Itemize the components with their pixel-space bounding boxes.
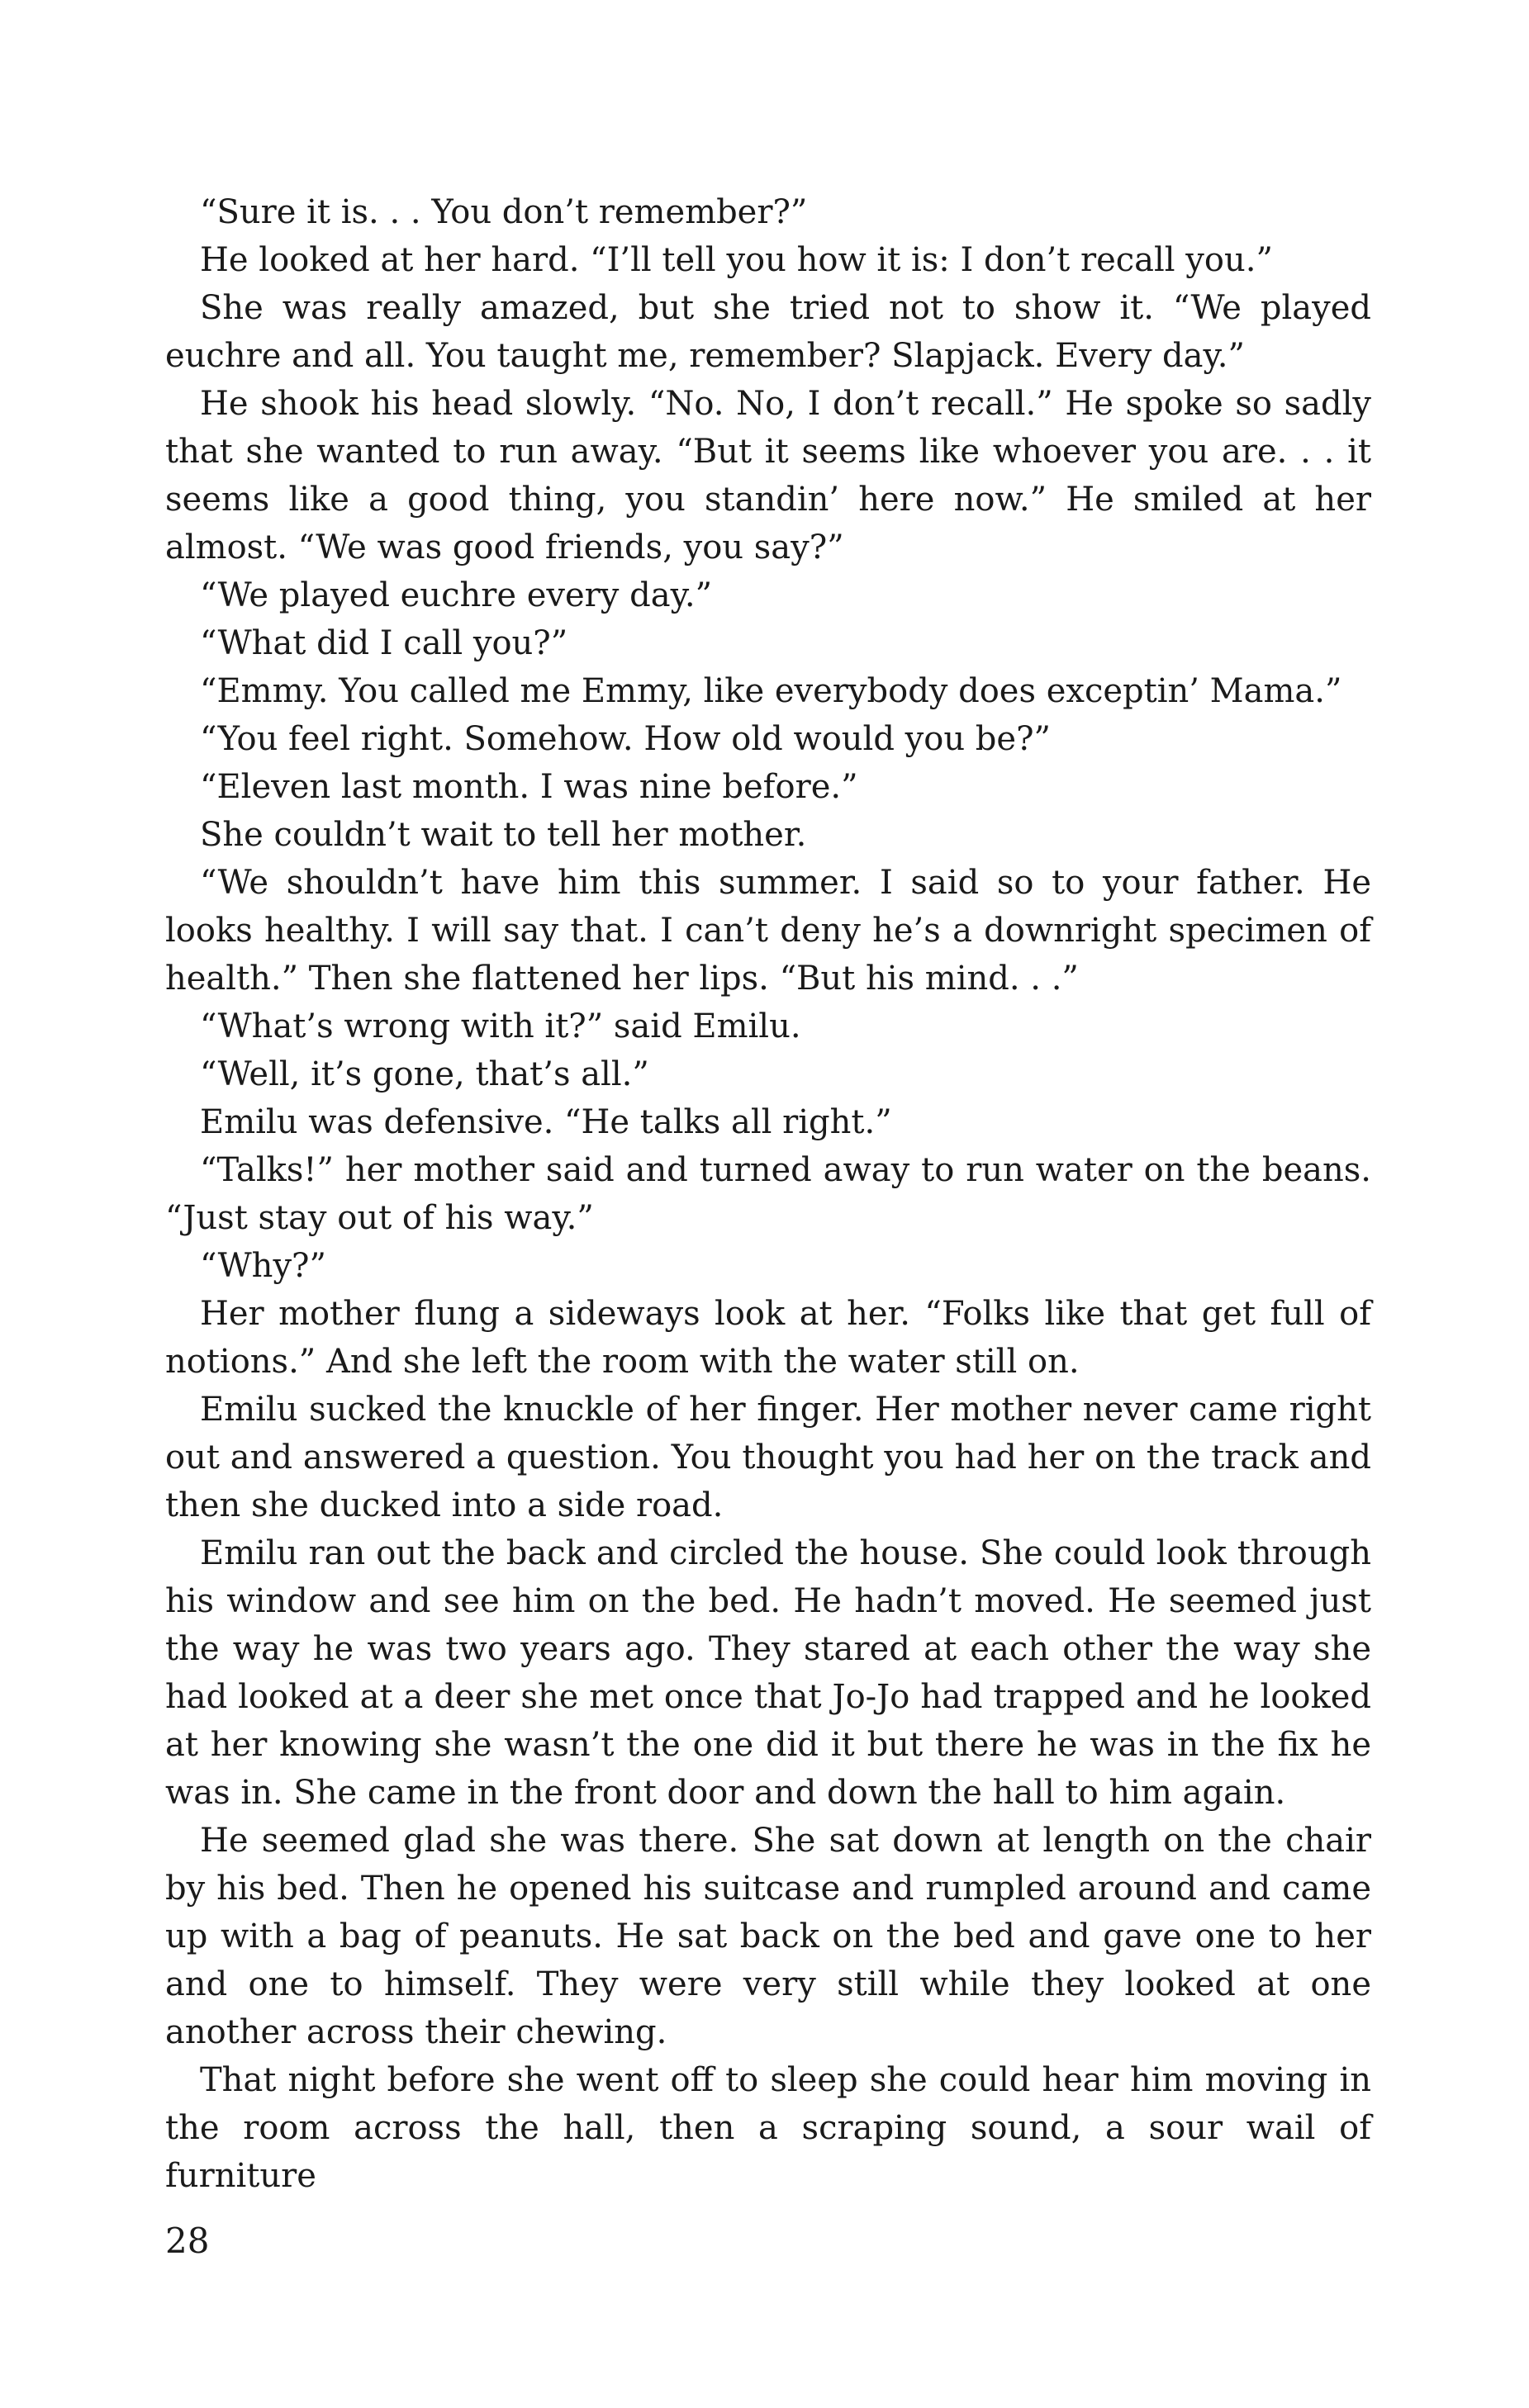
paragraph: “Why?”: [200, 1247, 326, 1285]
paragraph: She couldn’t wait to tell her mother.: [200, 816, 807, 854]
paragraph: “Eleven last month. I was nine before.”: [200, 768, 858, 806]
paragraph: “You feel right. Somehow. How old would you be?”: [200, 720, 1051, 758]
paragraph: Emilu sucked the knuckle of her finger. Her mother never came right out and answered a question. You thought you had her on the track and then she ducked into a side road.: [165, 1391, 1371, 1524]
paragraph: He shook his head slowly. “No. No, I don’t recall.” He spoke so sadly that she wanted to run away. “But it seems like whoever you are. . . it seems like a good thing, you standin’ here now.” He smiled at her almost. “We was good friends, you say?”: [165, 385, 1371, 566]
paragraph: He seemed glad she was there. She sat down at length on the chair by his bed. Then he opened his suitcase and rumpled around and came up with a bag of peanuts. He sat back on the bed and gave one to her and one to himself. They were very still while they looked at one another across their chewing.: [165, 1822, 1371, 2051]
paragraph: He looked at her hard. “I’ll tell you how it is: I don’t recall you.”: [200, 241, 1273, 279]
paragraph: “We shouldn’t have him this summer. I said so to your father. He looks healthy. I will say that. I can’t deny he’s a downright specimen of health.” Then she flattened her lips. “But his mind. . .”: [165, 864, 1371, 998]
paragraph: “Well, it’s gone, that’s all.”: [200, 1055, 649, 1093]
paragraph: Emilu ran out the back and circled the house. She could look through his window and see him on the bed. He hadn’t moved. He seemed just the way he was two years ago. They stared at each other the way she had looked at a deer she met once that Jo-Jo had trapped and he looked at her knowing she wasn’t the one did it but there he was in the fix he was in. She came in the front door and down the hall to him again.: [165, 1534, 1371, 1812]
paragraph: Emilu was defensive. “He talks all right.”: [200, 1103, 892, 1141]
paragraph: Her mother flung a sideways look at her. “Folks like that get full of notions.” And she left the room with the water still on.: [165, 1295, 1371, 1381]
page-number: 28: [165, 2221, 210, 2261]
body-text: [165, 188, 1371, 2200]
paragraph: “We played euchre every day.”: [200, 576, 713, 614]
paragraph: “What did I call you?”: [200, 624, 568, 662]
paragraph: “Talks!” her mother said and turned away to run water on the beans. “Just stay out of his way.”: [165, 1151, 1371, 1237]
paragraph: “What’s wrong with it?” said Emilu.: [200, 1007, 801, 1045]
paragraph: “Emmy. You called me Emmy, like everybody does exceptin’ Mama.”: [200, 672, 1342, 710]
paragraph: “Sure it is. . . You don’t remember?”: [200, 193, 808, 231]
paragraph: She was really amazed, but she tried not to show it. “We played euchre and all. You taught me, remember? Slapjack. Every day.”: [165, 289, 1371, 375]
paragraph: That night before she went off to sleep she could hear him moving in the room across the hall, then a scraping sound, a sour wail of furniture: [165, 2061, 1371, 2195]
